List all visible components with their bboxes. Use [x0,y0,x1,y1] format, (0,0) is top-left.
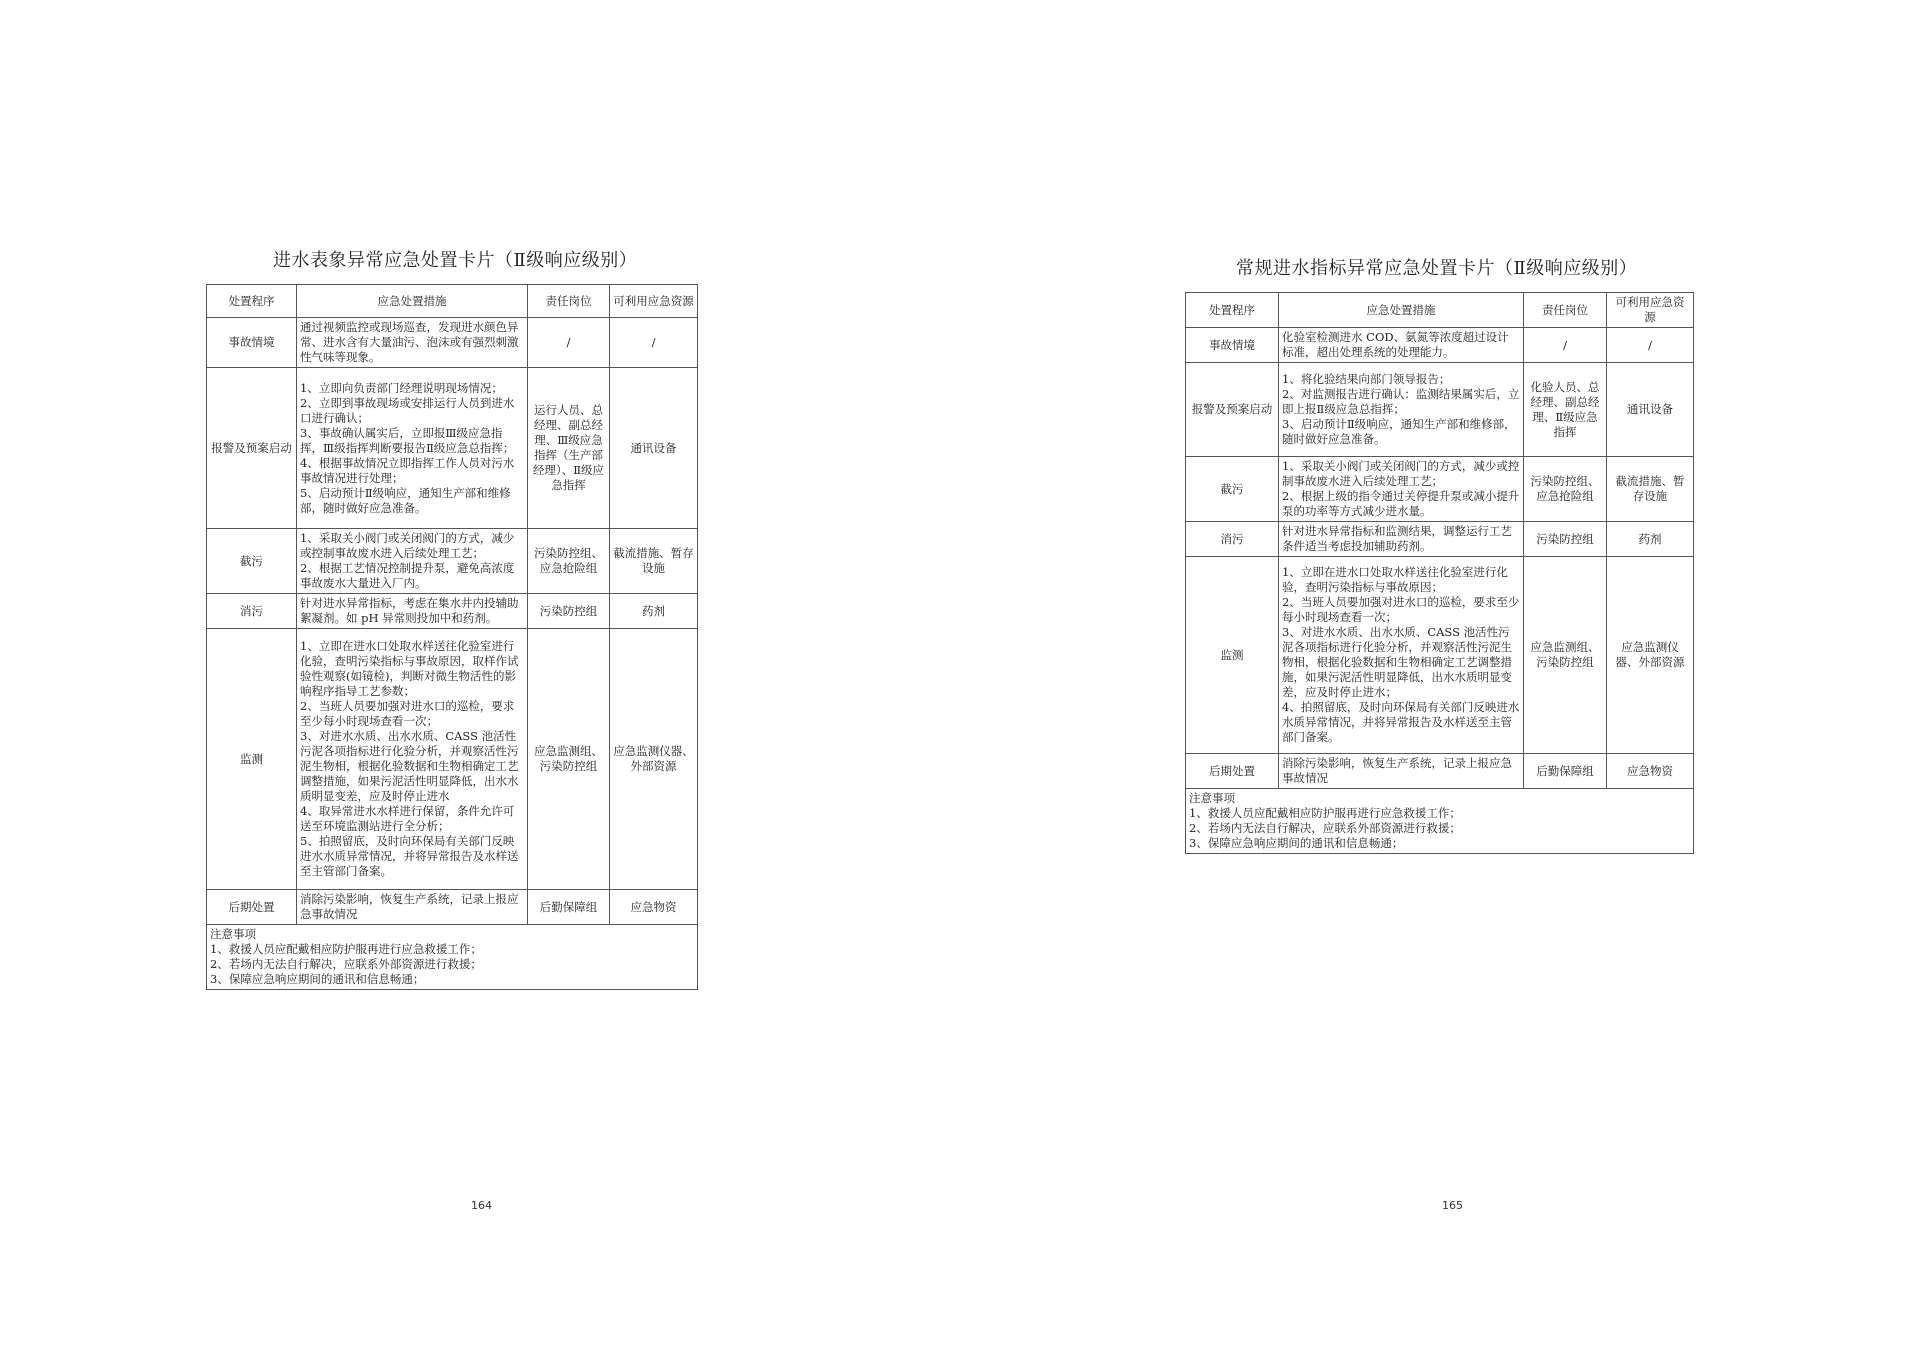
notes-cell: 注意事项 1、救援人员应配戴相应防护服再进行应急救援工作； 2、若场内无法自行解决，应联系外部资源进行救援； 3、保障应急响应期间的通讯和信息畅通； [1186,789,1694,854]
measures-cell: 针对进水异常指标，考虑在集水井内投辅助絮凝剂。如 pH 异常则投加中和药剂。 [297,594,528,629]
resource-cell: / [1607,328,1694,363]
card-title: 常规进水指标异常应急处置卡片（Ⅱ级响应级别） [1236,258,1638,279]
table-row [1186,328,1694,363]
table-row [207,318,698,368]
stage-cell: 消污 [207,594,297,629]
resource-cell: 截流措施、暂存设施 [610,529,698,594]
resource-cell: 应急监测仪器、外部资源 [1607,557,1694,754]
role-cell: 污染防控组 [1524,522,1607,557]
measures-cell: 1、立即在进水口处取水样送往化验室进行化验，查明污染指标与事故原因，取样作试验性观察(如镜检)，判断对微生物活性的影响程序指导工艺参数； 2、当班人员要加强对进水口的巡检，要求至少每小时现场查看一次； 3、对进水水质、出水水质、CASS 池活性污泥各项指标进行化验分析，并观察活性污泥生物相，根据化验数据和生物相确定工艺调整措施，如果污泥活性明显降低，出水水质明显变差，应及时停止进水 4、取异常进水水样进行保留，条件允许可送至环境监测站进行全分析； 5、拍照留底，及时向环保局有关部门反映进水水质异常情况，并将异常报告及水样送至主管部门备案。 [297,629,528,890]
header-row [207,285,698,318]
role-cell: / [528,318,610,368]
notes-row [207,925,698,990]
table-row [207,890,698,925]
table-row [1186,363,1694,457]
table-row [207,529,698,594]
resource-cell: 药剂 [1607,522,1694,557]
measures-cell: 1、立即在进水口处取水样送往化验室进行化验，查明污染指标与事故原因； 2、当班人员要加强对进水口的巡检，要求至少每小时现场查看一次； 3、对进水水质、出水水质、CASS 池活性污泥各项指标进行化验分析，并观察活性污泥生物相，根据化验数据和生物相确定工艺调整措施，如果污泥活性明显降低，出水水质明显变差，应及时停止进水； 4、拍照留底，及时向环保局有关部门反映进水水质异常情况，并将异常报告及水样送至主管部门备案。 [1279,557,1524,754]
resource-cell: 应急物资 [610,890,698,925]
measures-cell: 消除污染影响，恢复生产系统，记录上报应急事故情况 [1279,754,1524,789]
page-number: 165 [1442,1199,1463,1212]
stage-cell: 截污 [207,529,297,594]
emergency-card-table [1185,292,1694,854]
measures-cell: 1、将化验结果向部门领导报告； 2、对监测报告进行确认：监测结果属实后，立即上报Ⅱ级应急总指挥； 3、启动预计Ⅱ级响应，通知生产部和维修部，随时做好应急准备。 [1279,363,1524,457]
measures-cell: 1、立即向负责部门经理说明现场情况； 2、立即到事故现场或安排运行人员到进水口进行确认； 3、事故确认属实后，立即报Ⅲ级应急指挥，Ⅲ级指挥判断要报告Ⅱ级应急总指挥； 4、根据事故情况立即指挥工作人员对污水事故情况进行处理； 5、启动预计Ⅱ级响应，通知生产部和维修部，随时做好应急准备。 [297,368,528,529]
measures-cell: 1、采取关小阀门或关闭阀门的方式，减少或控制事故废水进入后续处理工艺； 2、根据工艺情况控制提升泵，避免高浓度事故废水大量进入厂内。 [297,529,528,594]
page-number: 164 [471,1199,492,1212]
stage-cell: 事故情境 [1186,328,1279,363]
page-right [960,0,1920,1358]
measures-cell: 化验室检测进水 COD、氨氮等浓度超过设计标准，超出处理系统的处理能力。 [1279,328,1524,363]
table-row [207,368,698,529]
stage-cell: 监测 [207,629,297,890]
stage-cell: 报警及预案启动 [207,368,297,529]
measures-cell: 1、采取关小阀门或关闭阀门的方式，减少或控制事故废水进入后续处理工艺； 2、根据上级的指令通过关停提升泵或减小提升泵的功率等方式减少进水量。 [1279,457,1524,522]
stage-cell: 消污 [1186,522,1279,557]
stage-cell: 监测 [1186,557,1279,754]
role-cell: 运行人员、总经理、副总经理、Ⅲ级应急指挥（生产部经理）、Ⅱ级应急指挥 [528,368,610,529]
role-cell: 污染防控组 [528,594,610,629]
emergency-card-table [206,284,698,990]
resource-cell: / [610,318,698,368]
role-cell: 应急监测组、污染防控组 [1524,557,1607,754]
card-title: 进水表象异常应急处置卡片（Ⅱ级响应级别） [273,250,638,271]
header-stage: 处置程序 [1186,293,1279,328]
stage-cell: 报警及预案启动 [1186,363,1279,457]
header-role: 责任岗位 [1524,293,1607,328]
header-row [1186,293,1694,328]
stage-cell: 截污 [1186,457,1279,522]
resource-cell: 药剂 [610,594,698,629]
measures-cell: 针对进水异常指标和监测结果，调整运行工艺条件适当考虑投加辅助药剂。 [1279,522,1524,557]
header-role: 责任岗位 [528,285,610,318]
table-row [1186,522,1694,557]
table-row [207,629,698,890]
role-cell: 后勤保障组 [1524,754,1607,789]
role-cell: 后勤保障组 [528,890,610,925]
role-cell: / [1524,328,1607,363]
resource-cell: 应急物资 [1607,754,1694,789]
role-cell: 污染防控组、应急抢险组 [528,529,610,594]
measures-cell: 消除污染影响，恢复生产系统，记录上报应急事故情况 [297,890,528,925]
role-cell: 污染防控组、应急抢险组 [1524,457,1607,522]
header-resource: 可利用应急资源 [1607,293,1694,328]
stage-cell: 事故情境 [207,318,297,368]
resource-cell: 应急监测仪器、外部资源 [610,629,698,890]
header-measures: 应急处置措施 [1279,293,1524,328]
notes-row [1186,789,1694,854]
resource-cell: 截流措施、暂存设施 [1607,457,1694,522]
notes-cell: 注意事项 1、救援人员应配戴相应防护服再进行应急救援工作； 2、若场内无法自行解决，应联系外部资源进行救援； 3、保障应急响应期间的通讯和信息畅通； [207,925,698,990]
role-cell: 应急监测组、污染防控组 [528,629,610,890]
table-row [1186,457,1694,522]
table-row [207,594,698,629]
resource-cell: 通讯设备 [610,368,698,529]
measures-cell: 通过视频监控或现场巡查，发现进水颜色异常、进水含有大量油污、泡沫或有强烈刺激性气味等现象。 [297,318,528,368]
stage-cell: 后期处置 [1186,754,1279,789]
table-row [1186,754,1694,789]
resource-cell: 通讯设备 [1607,363,1694,457]
header-measures: 应急处置措施 [297,285,528,318]
header-stage: 处置程序 [207,285,297,318]
stage-cell: 后期处置 [207,890,297,925]
role-cell: 化验人员、总经理、副总经理、Ⅱ级应急指挥 [1524,363,1607,457]
table-row [1186,557,1694,754]
header-resource: 可利用应急资源 [610,285,698,318]
